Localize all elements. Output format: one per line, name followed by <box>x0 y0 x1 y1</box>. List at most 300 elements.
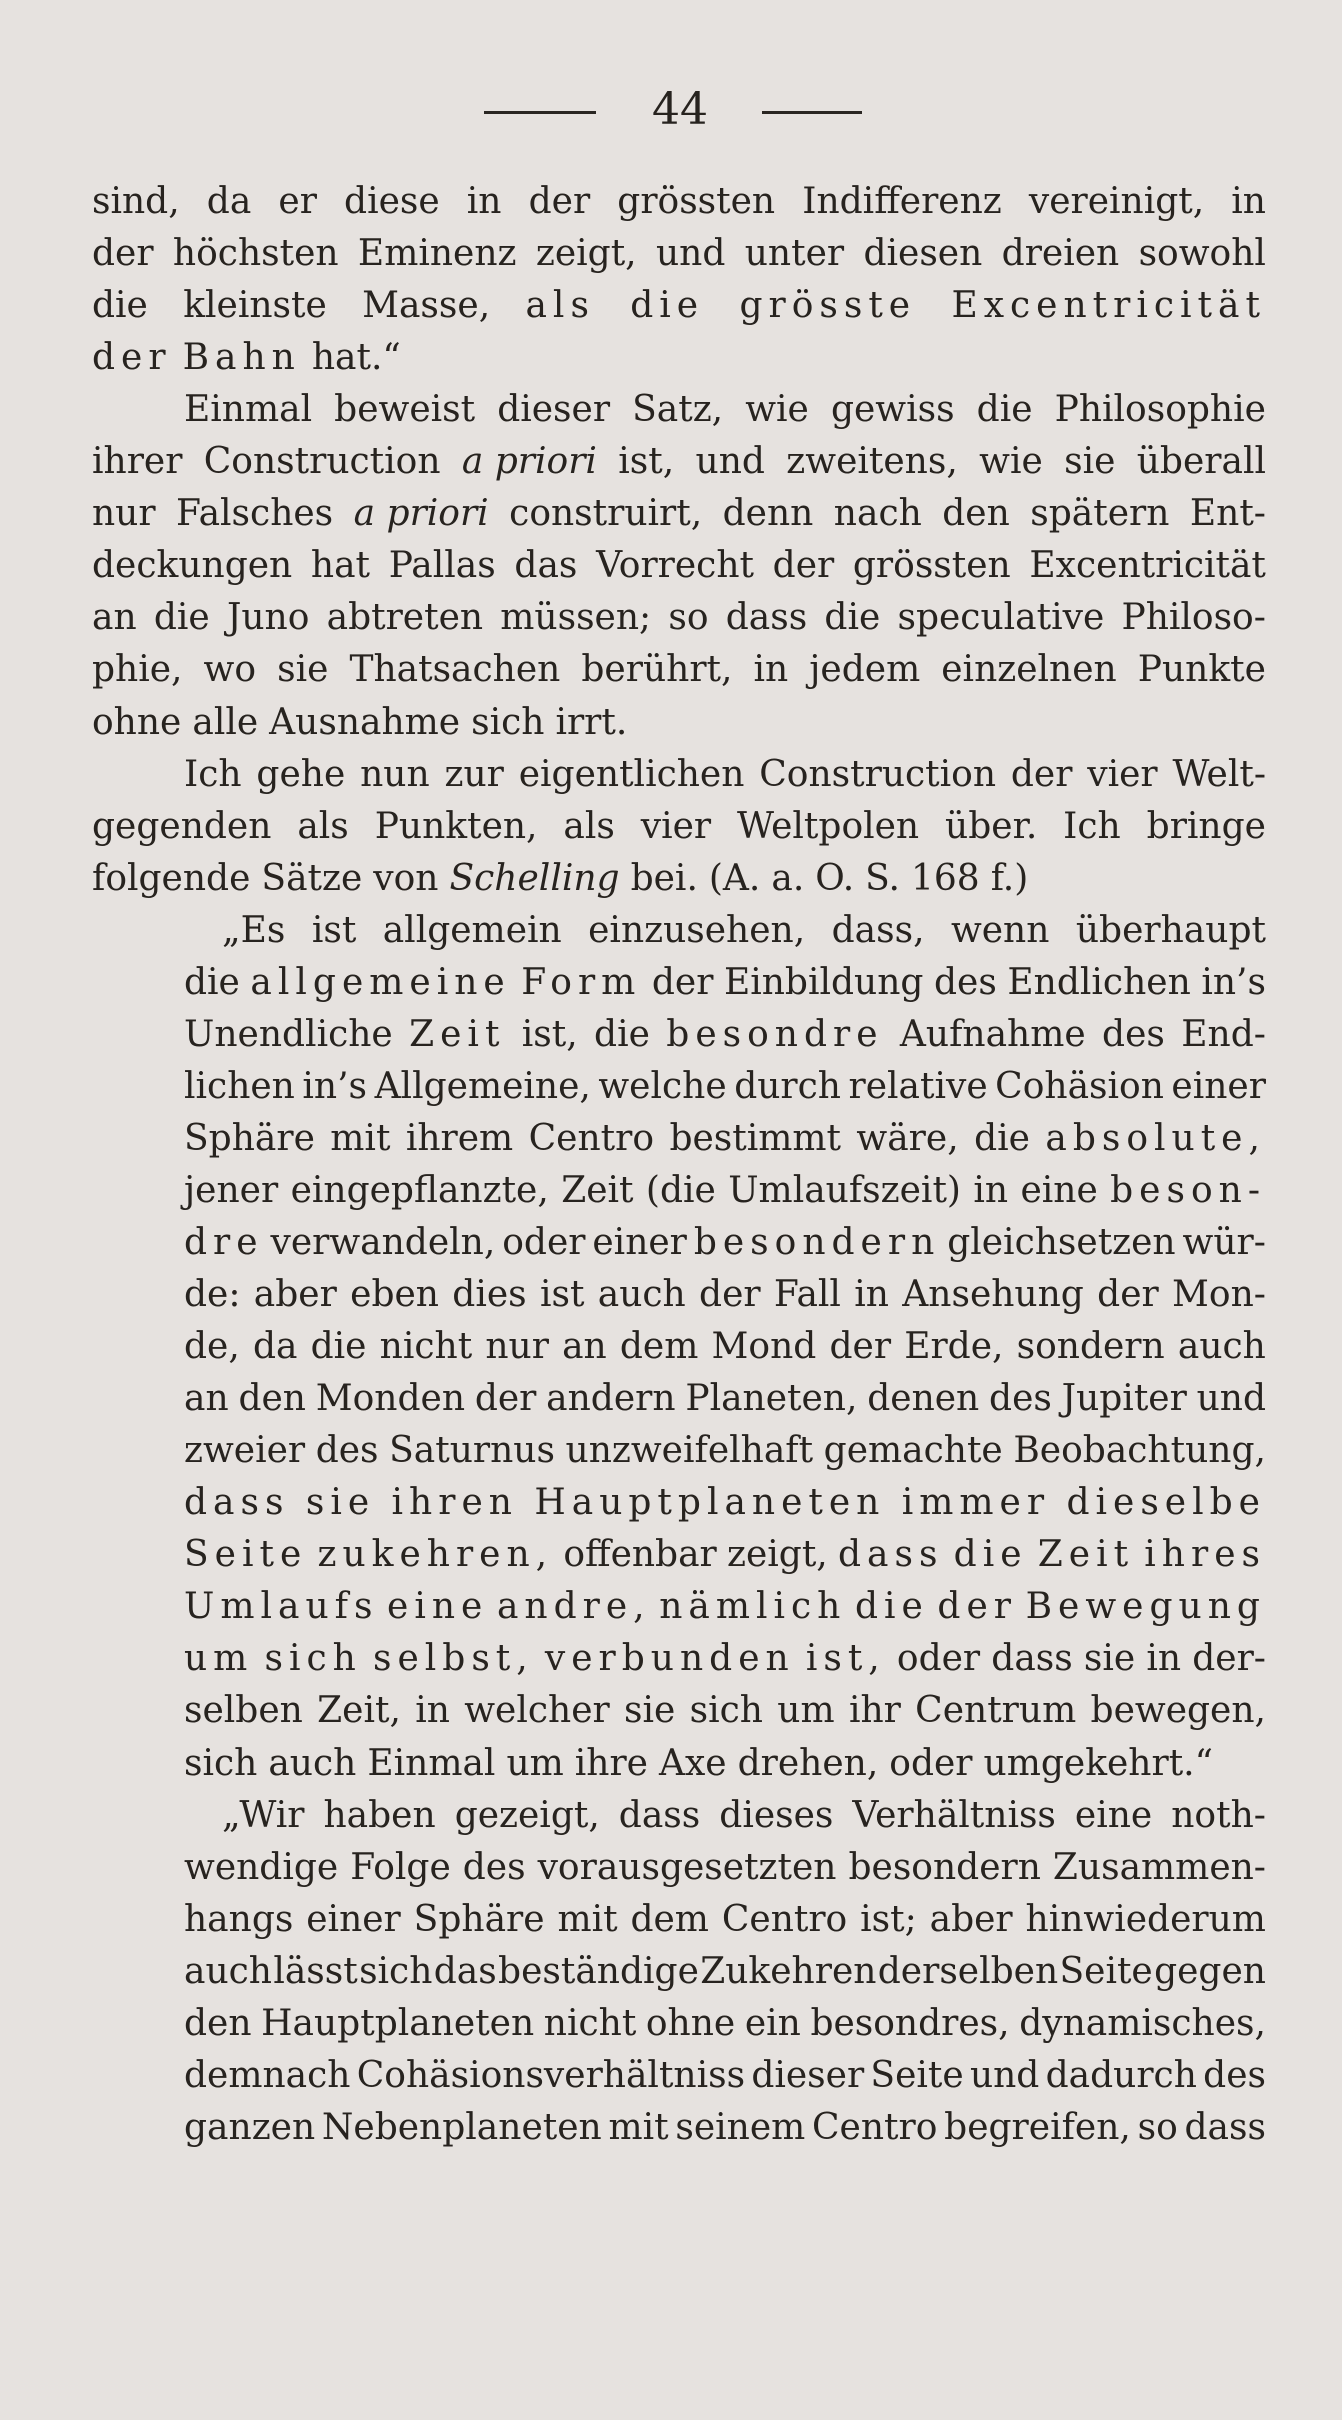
word: sich <box>184 1743 258 1784</box>
word: durch <box>734 1066 841 1107</box>
word: sie <box>1064 441 1116 482</box>
text-line <box>184 1477 1266 1529</box>
word: seinem <box>675 2107 806 2148</box>
word: Welt- <box>1172 754 1266 795</box>
word: ohne <box>645 2003 736 2044</box>
word: müssen; <box>500 597 652 638</box>
word: Verhältniss <box>852 1795 1056 1836</box>
word: O. <box>815 858 855 899</box>
word: sie <box>305 1482 376 1523</box>
word: dreien <box>1001 233 1120 274</box>
word: Zeit <box>1037 1534 1135 1575</box>
word: lässt <box>273 1951 358 1992</box>
word: Indifferenz <box>802 181 1002 222</box>
word: vier <box>1087 754 1158 795</box>
word: phie, <box>92 649 183 690</box>
word: der <box>92 337 172 378</box>
word: aber <box>929 1899 1013 1940</box>
word: andern <box>546 1378 676 1419</box>
word: wendige <box>184 1847 339 1888</box>
word: Umlaufszeit) <box>728 1170 961 1211</box>
word: in <box>1146 1638 1182 1679</box>
word: als <box>563 806 615 847</box>
word: unzweifelhaft <box>565 1430 814 1471</box>
header-rule-left <box>484 111 596 114</box>
word: um <box>506 1743 564 1784</box>
word: dem <box>619 1326 699 1367</box>
word: beständige <box>498 1951 699 1992</box>
word: Centro <box>721 1899 848 1940</box>
word: f.) <box>990 858 1029 899</box>
word: End- <box>1181 1014 1266 1055</box>
word: Seite <box>870 2055 964 2096</box>
word: allgemein <box>382 910 562 951</box>
word: denen <box>867 1378 980 1419</box>
word: ein <box>744 2003 801 2044</box>
word: in <box>973 1170 1009 1211</box>
word: wür- <box>1182 1222 1266 1263</box>
word: auch <box>597 1274 686 1315</box>
text-line <box>184 1061 1266 1113</box>
word: alle <box>192 702 259 743</box>
text-line <box>184 384 1266 436</box>
word: diese <box>344 181 440 222</box>
word: Zeit <box>561 1170 634 1211</box>
text-line <box>92 644 1266 696</box>
word: jedem <box>809 649 921 690</box>
word: gleichsetzen <box>947 1222 1176 1263</box>
word: mit <box>608 2107 669 2148</box>
word: ist, <box>618 441 675 482</box>
word: Monden <box>315 1378 466 1419</box>
word: deckungen <box>92 545 293 586</box>
word: 168 <box>910 858 980 899</box>
word: und <box>695 441 765 482</box>
word: wie <box>979 441 1043 482</box>
word: dieser <box>751 2055 865 2096</box>
word: zweitens, <box>786 441 958 482</box>
word: Sätze <box>261 858 363 899</box>
word: gegen <box>1154 1951 1266 1992</box>
word: mit <box>557 1899 618 1940</box>
word: Philoso- <box>1121 597 1266 638</box>
word: aber <box>253 1274 337 1315</box>
word: der <box>1010 754 1073 795</box>
word: „Es <box>222 910 286 951</box>
word: bei. <box>630 858 698 899</box>
page-number: 44 <box>652 84 708 135</box>
text-line <box>92 697 1266 749</box>
word: verwandeln, <box>270 1222 496 1263</box>
word: Zukehren <box>700 1951 877 1992</box>
word: beson- <box>1110 1170 1266 1211</box>
word: grössten <box>617 181 776 222</box>
word: eingepflanzte, <box>290 1170 549 1211</box>
word: den <box>184 2003 252 2044</box>
word: um <box>777 1690 835 1731</box>
word: derselben <box>877 1951 1059 1992</box>
word: berührt, <box>581 649 733 690</box>
word: jener <box>184 1170 279 1211</box>
word: Hauptplaneten <box>261 2003 535 2044</box>
word: besondern <box>693 1222 941 1263</box>
word: der <box>772 545 835 586</box>
text-line <box>184 1581 1266 1633</box>
word: in <box>854 1274 889 1315</box>
word: Einmal <box>184 389 313 430</box>
word: Hauptplaneten <box>534 1482 886 1523</box>
word: Weltpolen <box>737 806 920 847</box>
word: Centrum <box>915 1690 1077 1731</box>
word: Sphäre <box>184 1118 315 1159</box>
word: wäre, <box>856 1118 959 1159</box>
word: Ausnahme <box>269 702 461 743</box>
word: hangs <box>184 1899 294 1940</box>
word: die <box>976 389 1033 430</box>
word: einer <box>306 1899 401 1940</box>
word: mit <box>330 1118 391 1159</box>
word: Pallas <box>388 545 496 586</box>
word: Punkte <box>1137 649 1266 690</box>
word: zeigt, <box>535 233 637 274</box>
text-line <box>184 1373 1266 1425</box>
word: des <box>315 1430 379 1471</box>
word: und <box>655 233 726 274</box>
word: die <box>953 1534 1028 1575</box>
word: Vorrecht <box>596 545 754 586</box>
word: ohne <box>92 702 182 743</box>
word: den <box>942 493 1010 534</box>
word: eine <box>1020 1170 1098 1211</box>
word: die <box>310 1326 367 1367</box>
word: dies <box>452 1274 527 1315</box>
word: Folge <box>350 1847 451 1888</box>
word: ganzen <box>184 2107 316 2148</box>
word: über. <box>945 806 1038 847</box>
word: das <box>433 1951 497 1992</box>
word: Centro <box>528 1118 655 1159</box>
word: ihre <box>574 1743 648 1784</box>
word: Seite <box>1059 1951 1153 1992</box>
word: sie <box>624 1690 676 1731</box>
word: nach <box>833 493 922 534</box>
text-line <box>184 1685 1266 1737</box>
word: Zeit, <box>317 1690 401 1731</box>
word: dieser <box>497 389 611 430</box>
word: zeigt, <box>727 1534 828 1575</box>
word: Ich <box>184 754 242 795</box>
word: einer <box>592 1222 687 1263</box>
word: vereinigt, <box>1028 181 1205 222</box>
word: Bahn <box>182 337 301 378</box>
word: noth- <box>1171 1795 1266 1836</box>
word: überhaupt <box>1075 910 1266 951</box>
word: er <box>278 181 317 222</box>
word: folgende <box>92 858 251 899</box>
word: a priori <box>353 493 489 534</box>
word: von <box>373 858 439 899</box>
word: besondres, <box>810 2003 1010 2044</box>
word: des <box>934 962 997 1003</box>
word: in <box>466 181 502 222</box>
word: dynamisches, <box>1019 2003 1266 2044</box>
text-line <box>184 1529 1266 1581</box>
text-line <box>92 540 1266 592</box>
word: gemachte <box>823 1430 1003 1471</box>
word: in’s <box>302 1066 368 1107</box>
word: hinwiederum <box>1025 1899 1266 1940</box>
word: Centro <box>812 2107 938 2148</box>
word: sich <box>471 702 545 743</box>
word: verbunden <box>544 1638 795 1679</box>
word: umgekehrt.“ <box>983 1743 1214 1784</box>
word: dre <box>184 1222 264 1263</box>
word: ihrer <box>92 441 183 482</box>
word: Endlichen <box>1007 962 1191 1003</box>
word: die <box>153 597 210 638</box>
word: Form <box>521 962 642 1003</box>
word: des <box>1203 2055 1266 2096</box>
word: Construction <box>759 754 997 795</box>
word: oder <box>502 1222 586 1263</box>
word: diesen <box>863 233 983 274</box>
word: begreifen, <box>944 2107 1131 2148</box>
word: um <box>184 1638 254 1679</box>
page-header <box>0 80 1342 140</box>
word: ist <box>311 910 357 951</box>
word: drehen, <box>737 1743 879 1784</box>
word: die <box>974 1118 1030 1159</box>
word: nämlich <box>659 1586 847 1627</box>
word: dadurch <box>1045 2055 1197 2096</box>
word: haben <box>323 1795 436 1836</box>
word: (die <box>645 1170 716 1211</box>
word: dass <box>725 597 808 638</box>
word: dem <box>630 1899 709 1940</box>
word: der <box>528 181 591 222</box>
text-line <box>222 1790 1266 1842</box>
text-line <box>92 853 1266 905</box>
word: sich <box>359 1951 433 1992</box>
header-rule-right <box>762 111 862 114</box>
word: bringe <box>1146 806 1266 847</box>
word: offenbar <box>563 1534 717 1575</box>
text-line <box>184 1009 1266 1061</box>
text-line <box>184 749 1266 801</box>
word: spätern <box>1030 493 1170 534</box>
word: ist, <box>805 1638 886 1679</box>
word: so <box>1137 2107 1178 2148</box>
word: selbst, <box>372 1638 534 1679</box>
word: der- <box>1192 1638 1266 1679</box>
text-line <box>184 2102 1266 2154</box>
text-line <box>222 905 1266 957</box>
word: bewegen, <box>1090 1690 1266 1731</box>
text-line <box>184 1842 1266 1894</box>
word: Excentricität <box>1029 545 1266 586</box>
word: in’s <box>1201 962 1266 1003</box>
word: nicht <box>543 2003 637 2044</box>
word: dieselbe <box>1066 1482 1266 1523</box>
word: Allgemeine, <box>374 1066 591 1107</box>
text-line <box>92 436 1266 488</box>
word: „Wir <box>222 1795 305 1836</box>
word: Cohäsionsverhältniss <box>356 2055 746 2096</box>
word: kleinste <box>183 285 327 326</box>
word: der <box>92 233 154 274</box>
word: ihr <box>848 1690 901 1731</box>
word: Ent- <box>1189 493 1266 534</box>
word: Mond <box>711 1326 817 1367</box>
word: Einmal <box>367 1743 496 1784</box>
word: besondern <box>848 1847 1041 1888</box>
word: auch <box>184 1951 272 1992</box>
word: dass, <box>831 910 925 951</box>
text-line <box>184 1998 1266 2050</box>
word: sie <box>1083 1638 1136 1679</box>
word: beweist <box>334 389 476 430</box>
word: die <box>92 285 148 326</box>
word: selben <box>184 1690 303 1731</box>
word: wo <box>203 649 257 690</box>
word: a priori <box>461 441 597 482</box>
word: gegenden <box>92 806 272 847</box>
word: de, <box>184 1326 240 1367</box>
text-line <box>92 176 1266 228</box>
text-line <box>92 488 1266 540</box>
word: Umlaufs <box>184 1586 379 1627</box>
word: ihrem <box>405 1118 514 1159</box>
word: denn <box>722 493 814 534</box>
word: der <box>829 1326 892 1367</box>
text-line <box>184 1113 1266 1165</box>
word: als <box>297 806 349 847</box>
word: der <box>474 1378 537 1419</box>
word: Excentricität <box>951 285 1266 326</box>
word: als <box>525 285 595 326</box>
word: gezeigt, <box>454 1795 600 1836</box>
word: den <box>238 1378 306 1419</box>
word: Bewegung <box>1025 1586 1266 1627</box>
word: einer <box>1171 1066 1266 1107</box>
word: und <box>969 2055 1040 2096</box>
word: ist <box>539 1274 585 1315</box>
word: Seite <box>184 1534 308 1575</box>
text-line <box>92 280 1266 332</box>
word: zweier <box>184 1430 306 1471</box>
word: Zeit <box>409 1014 506 1055</box>
word: welcher <box>464 1690 610 1731</box>
word: höchsten <box>172 233 339 274</box>
word: welche <box>598 1066 727 1107</box>
word: sind, <box>92 181 180 222</box>
text-line <box>92 228 1266 280</box>
word: das <box>514 545 578 586</box>
word: der <box>1097 1274 1159 1315</box>
word: dass <box>991 1638 1073 1679</box>
word: dass <box>184 1482 290 1523</box>
word: Fall <box>773 1274 841 1315</box>
word: wenn <box>950 910 1050 951</box>
word: Falsches <box>176 493 334 534</box>
text-line <box>92 801 1266 853</box>
word: lichen <box>184 1066 295 1107</box>
word: nur <box>92 493 156 534</box>
word: irrt. <box>555 702 628 743</box>
word: dieses <box>719 1795 834 1836</box>
word: da <box>252 1326 298 1367</box>
word: ist; <box>860 1899 917 1940</box>
word: der <box>699 1274 761 1315</box>
word: dass <box>1184 2107 1266 2148</box>
word: eben <box>350 1274 439 1315</box>
word: Cohäsion <box>995 1066 1164 1107</box>
text-line <box>184 1165 1266 1217</box>
word: andre, <box>496 1586 651 1627</box>
word: nicht <box>379 1326 473 1367</box>
word: Saturnus <box>389 1430 555 1471</box>
word: sich <box>689 1690 763 1731</box>
word: des <box>1102 1014 1165 1055</box>
word: immer <box>901 1482 1051 1523</box>
word: Punkten, <box>374 806 538 847</box>
word: Aufnahme <box>899 1014 1086 1055</box>
word: eine <box>1074 1795 1153 1836</box>
word: absolute, <box>1045 1118 1266 1159</box>
text-line <box>184 1425 1266 1477</box>
word: Mon- <box>1172 1274 1266 1315</box>
word: ihres <box>1144 1534 1266 1575</box>
word: vorausgesetzten <box>537 1847 837 1888</box>
word: nun <box>360 754 430 795</box>
word: S. <box>865 858 900 899</box>
text-line <box>184 1321 1266 1373</box>
word: Eminenz <box>357 233 517 274</box>
text-line <box>184 1269 1266 1321</box>
word: Ich <box>1063 806 1121 847</box>
word: so <box>668 597 709 638</box>
word: speculative <box>897 597 1105 638</box>
word: oder <box>896 1638 981 1679</box>
word: sich <box>264 1638 362 1679</box>
word: Nebenplaneten <box>321 2107 602 2148</box>
word: Zusammen- <box>1052 1847 1266 1888</box>
word: unter <box>744 233 845 274</box>
word: in <box>753 649 789 690</box>
text-line <box>184 957 1266 1009</box>
word: grösste <box>739 285 917 326</box>
word: Construction <box>203 441 441 482</box>
word: bestimmt <box>669 1118 841 1159</box>
word: zukehren, <box>317 1534 554 1575</box>
word: an <box>184 1378 229 1419</box>
word: eine <box>387 1586 489 1627</box>
word: Erde, <box>904 1326 1004 1367</box>
text-line <box>184 1633 1266 1685</box>
word: die <box>854 1586 929 1627</box>
word: sie <box>277 649 329 690</box>
word: dass <box>618 1795 701 1836</box>
word: besondre <box>666 1014 884 1055</box>
word: die <box>594 1014 650 1055</box>
word: grössten <box>852 545 1011 586</box>
word: einzelnen <box>941 649 1117 690</box>
word: oder <box>889 1743 973 1784</box>
word: vier <box>640 806 712 847</box>
word: einzusehen, <box>588 910 806 951</box>
text-line <box>184 1946 1266 1998</box>
word: die <box>184 962 240 1003</box>
